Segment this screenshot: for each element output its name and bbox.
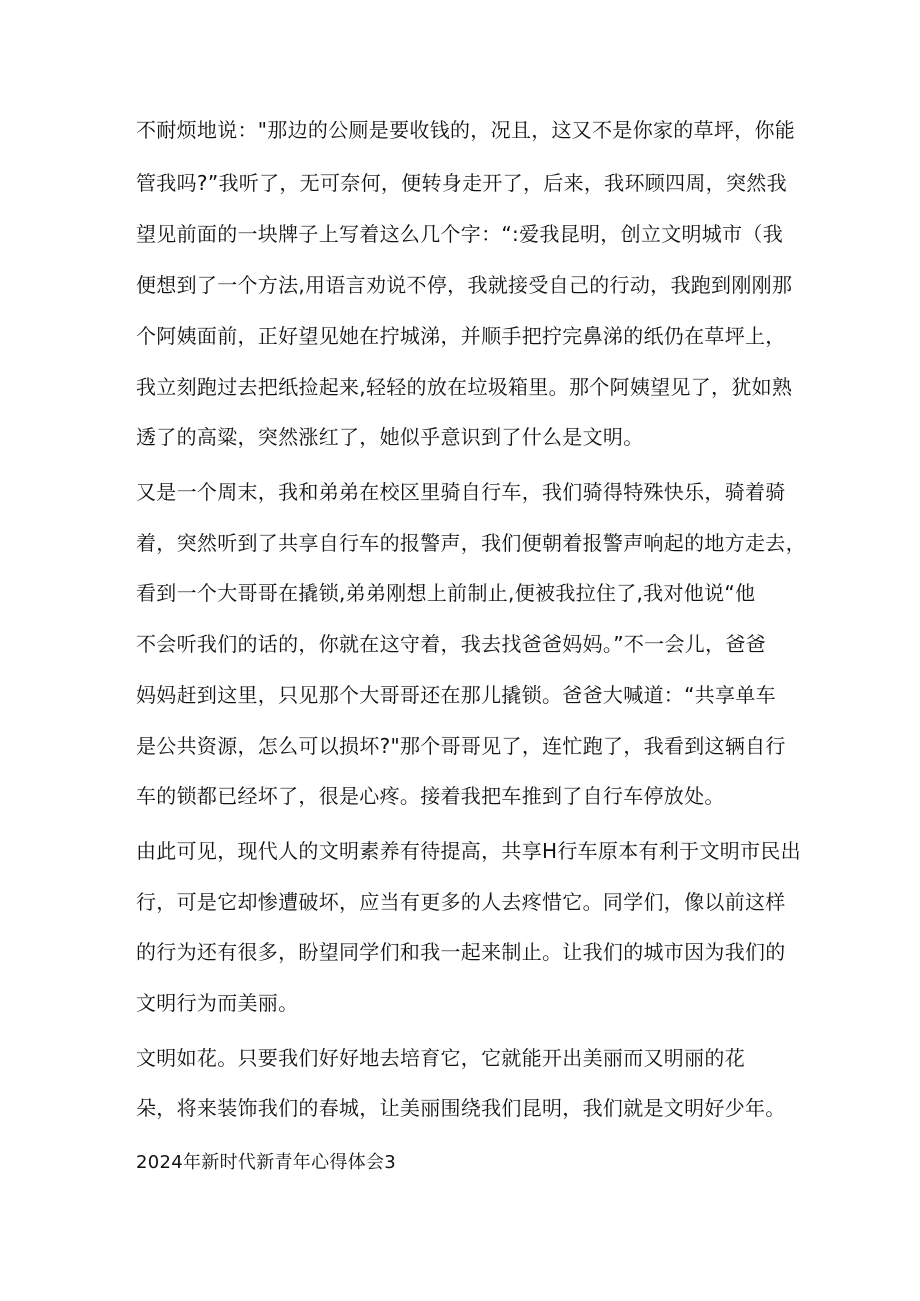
text-line: 管我吗?”我听了，无可奈何，便转身走开了，后来，我环顾四周，突然我 [136,171,787,195]
text-line: 由此可见，现代人的文明素养有待提高，共享H行车原本有利于文明市民出 [136,839,801,863]
section-heading: 2024年新时代新青年心得体会3 [136,1152,397,1173]
text-line: 不会听我们的话的，你就在这守着，我去找爸爸妈妈。”不一会儿，爸爸 [136,632,766,656]
text-line: 是公共资源，怎么可以损坏?"那个哥哥见了，连忙跑了，我看到这辆自行 [136,734,786,758]
text-line: 的行为还有很多，盼望同学们和我一起来制止。让我们的城市因为我们的 [136,940,786,964]
text-line: 文明行为而美丽。 [136,991,299,1015]
text-line: 看到一个大哥哥在撬锁,弟弟刚想上前制止,便被我拉住了,我对他说“他 [136,581,756,605]
text-line: 便想到了一个方法,用语言劝说不停，我就接受自己的行动，我跑到刚刚那 [136,273,793,297]
text-line: 着，突然听到了共享自行车的报警声，我们便朝着报警声响起的地方走去， [136,531,806,555]
text-line: 文明如花。只要我们好好地去培育它，它就能开出美丽而又明丽的花 [136,1046,745,1070]
text-line: 行，可是它却惨遭破坏，应当有更多的人去疼惜它。同学们，像以前这样 [136,890,786,914]
text-line: 车的锁都已经坏了，很是心疼。接着我把车推到了自行车停放处。 [136,784,725,808]
text-line: 不耐烦地说："那边的公厕是要收钱的，况且，这又不是你家的草坪，你能 [136,118,796,142]
text-line: 望见前面的一块牌子上写着这么几个字：“:爱我昆明，创立文明城市（我 [136,222,783,246]
text-line: 透了的高粱，突然涨红了，她似乎意识到了什么是文明。 [136,425,644,449]
text-line: 妈妈赶到这里，只见那个大哥哥还在那儿撬锁。爸爸大喊道：“共享单车 [136,683,776,707]
text-line: 个阿姨面前，正好望见她在拧城涕，并顺手把拧完鼻涕的纸仍在草坪上， [136,324,786,348]
text-line: 又是一个周末，我和弟弟在校区里骑自行车，我们骑得特殊快乐，骑着骑 [136,480,786,504]
text-line: 朵，将来装饰我们的春城，让美丽围绕我们昆明，我们就是文明好少年。 [136,1096,786,1120]
text-line: 我立刻跑过去把纸捡起来,轻轻的放在垃圾箱里。那个阿姨望见了，犹如熟 [136,375,793,399]
